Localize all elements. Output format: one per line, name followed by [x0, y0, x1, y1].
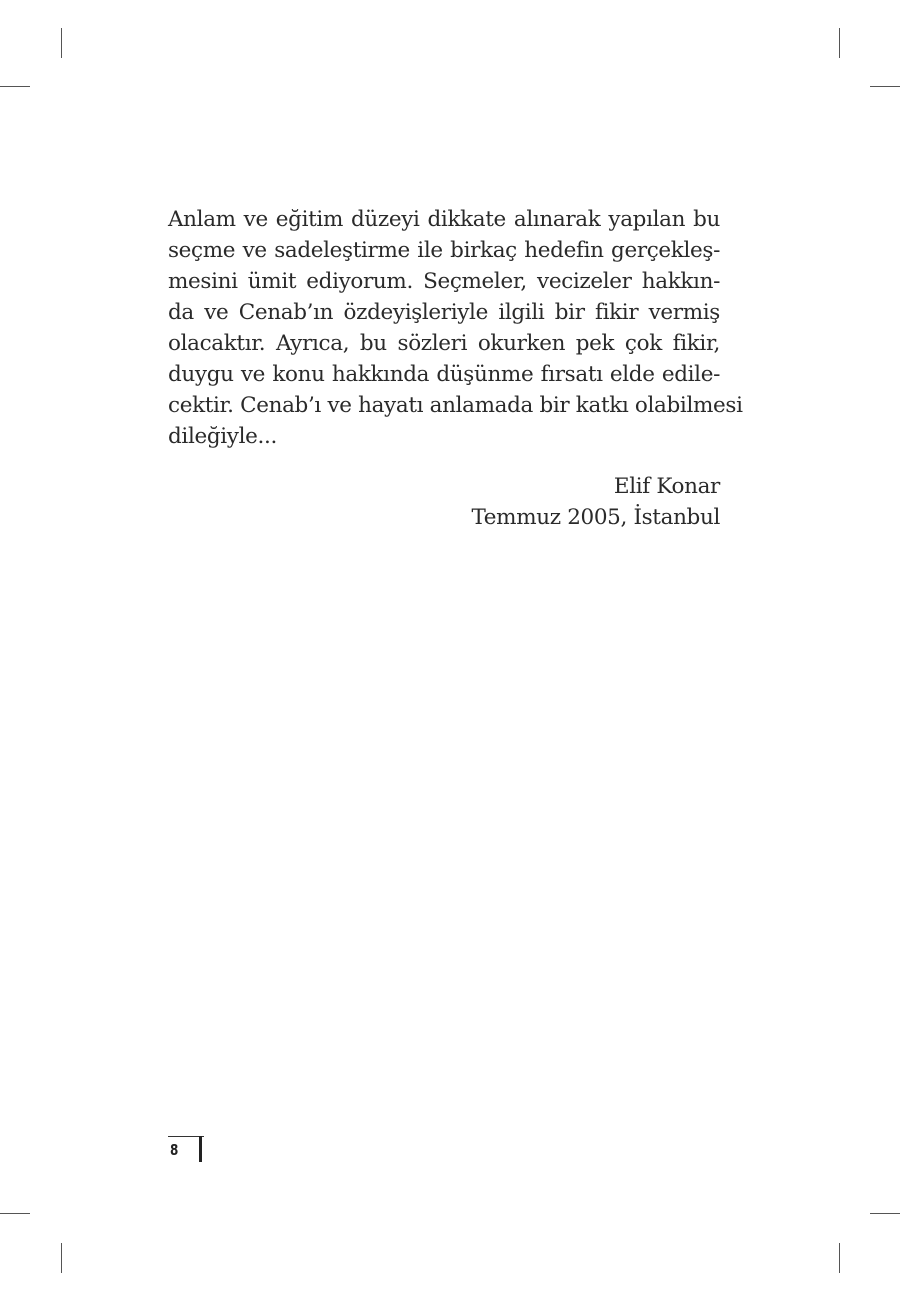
page-number: 8 — [170, 1141, 179, 1159]
paragraph-line: duygu ve konu hakkında düşünme fırsatı elde edile- — [168, 362, 720, 387]
date-place: Temmuz 2005, İstanbul — [471, 505, 720, 530]
paragraph-line: cektir. Cenab’ı ve hayatı anlamada bir katkı olabilmesi — [168, 393, 743, 418]
paragraph-line: olacaktır. Ayrıca, bu sözleri okurken pek çok fikir, — [168, 331, 720, 356]
crop-mark-bottom-left — [61, 1243, 62, 1273]
crop-mark-right-upper — [870, 86, 900, 87]
crop-mark-left-lower — [0, 1213, 30, 1214]
paragraph-line: da ve Cenab’ın özdeyişleriyle ilgili bir fikir vermiş — [168, 300, 720, 325]
crop-mark-left-upper — [0, 86, 30, 87]
crop-mark-bottom-right — [839, 1243, 840, 1273]
folio-bar — [199, 1136, 202, 1162]
paragraph-line: dileğiyle... — [168, 424, 277, 449]
paragraph-line: mesini ümit ediyorum. Seçmeler, vecizeler hakkın- — [168, 269, 720, 294]
crop-mark-top-left — [61, 28, 62, 58]
body-paragraph — [168, 204, 743, 452]
signature-block — [471, 471, 720, 533]
crop-mark-top-right — [839, 28, 840, 58]
paragraph-line: seçme ve sadeleştirme ile birkaç hedefin gerçekleş- — [168, 238, 720, 263]
crop-mark-right-lower — [870, 1213, 900, 1214]
page-number-folio — [168, 1136, 204, 1162]
author-name: Elif Konar — [613, 474, 720, 499]
paragraph-line: Anlam ve eğitim düzeyi dikkate alınarak yapılan bu — [168, 207, 720, 232]
